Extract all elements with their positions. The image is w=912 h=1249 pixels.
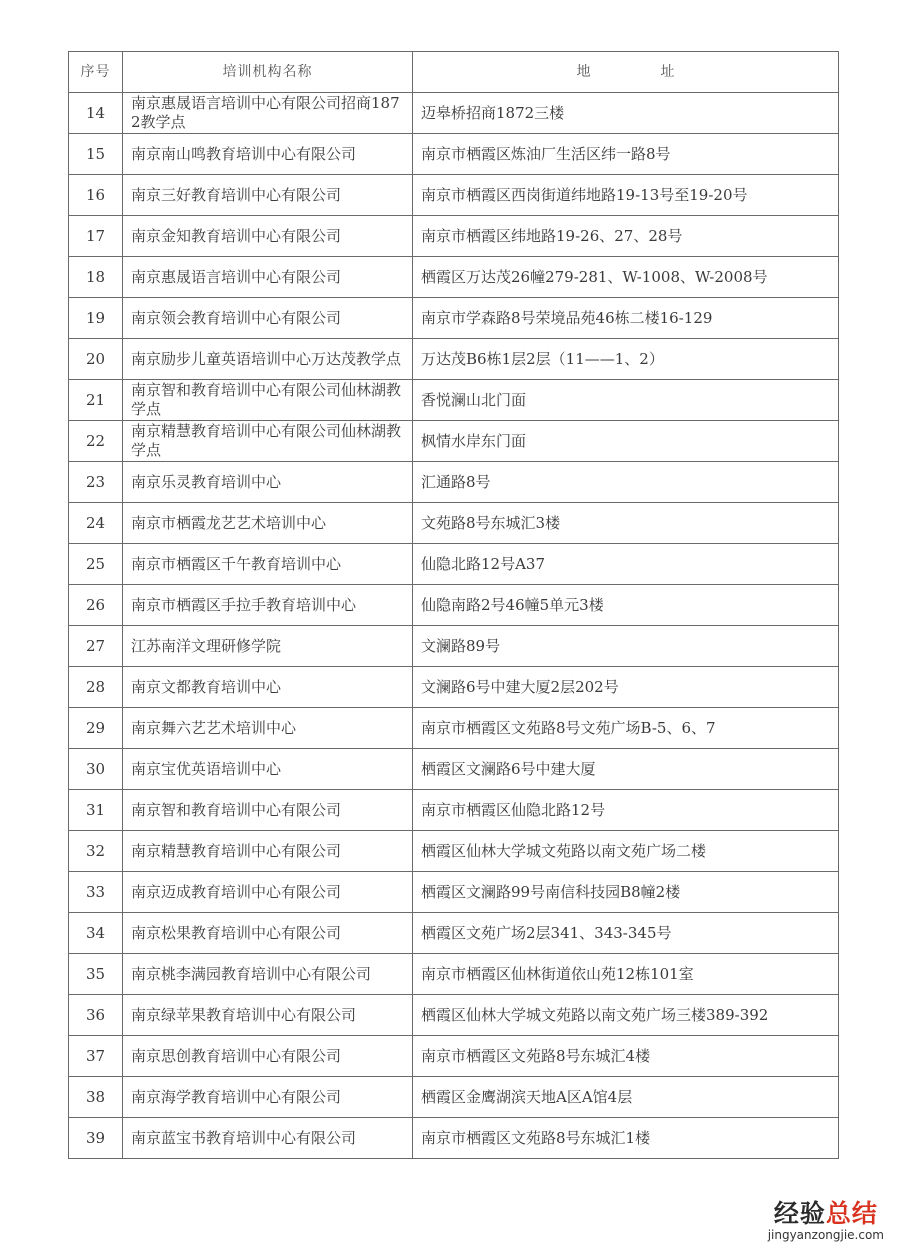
institution-name-cell: 南京智和教育培训中心有限公司仙林湖教学点 xyxy=(123,380,413,421)
serial-number-cell: 26 xyxy=(69,585,123,626)
serial-number-cell: 25 xyxy=(69,544,123,585)
table-row xyxy=(69,298,839,339)
address-cell: 南京市栖霞区纬地路19-26、27、28号 xyxy=(413,216,839,257)
header-row xyxy=(69,52,839,93)
institution-name-cell: 南京思创教育培训中心有限公司 xyxy=(123,1036,413,1077)
table-row xyxy=(69,667,839,708)
institution-name-cell: 南京市栖霞龙艺艺术培训中心 xyxy=(123,503,413,544)
address-cell: 南京市栖霞区西岗街道纬地路19-13号至19-20号 xyxy=(413,175,839,216)
address-cell: 栖霞区金鹰湖滨天地A区A馆4层 xyxy=(413,1077,839,1118)
table-row xyxy=(69,831,839,872)
serial-number-cell: 21 xyxy=(69,380,123,421)
watermark-url: jingyanzongjie.com xyxy=(767,1228,884,1242)
table-row xyxy=(69,626,839,667)
serial-number-cell: 36 xyxy=(69,995,123,1036)
institution-name-cell: 南京文都教育培训中心 xyxy=(123,667,413,708)
table-body xyxy=(69,93,839,1159)
address-cell: 栖霞区文澜路99号南信科技园B8幢2楼 xyxy=(413,872,839,913)
address-cell: 南京市学森路8号荣境品苑46栋二楼16-129 xyxy=(413,298,839,339)
watermark-title-plain: 经验 xyxy=(773,1199,826,1228)
address-cell: 南京市栖霞区文苑路8号文苑广场B-5、6、7 xyxy=(413,708,839,749)
header-institution-name: 培训机构名称 xyxy=(123,52,413,93)
header-serial-number: 序号 xyxy=(69,52,123,93)
serial-number-cell: 24 xyxy=(69,503,123,544)
table-row xyxy=(69,790,839,831)
institution-name-cell: 南京迈成教育培训中心有限公司 xyxy=(123,872,413,913)
serial-number-cell: 22 xyxy=(69,421,123,462)
institution-name-cell: 南京桃李满园教育培训中心有限公司 xyxy=(123,954,413,995)
table-row xyxy=(69,954,839,995)
table-row xyxy=(69,872,839,913)
table-row xyxy=(69,421,839,462)
institution-name-cell: 南京三好教育培训中心有限公司 xyxy=(123,175,413,216)
table-row xyxy=(69,175,839,216)
table-row xyxy=(69,1077,839,1118)
serial-number-cell: 19 xyxy=(69,298,123,339)
institution-name-cell: 南京领会教育培训中心有限公司 xyxy=(123,298,413,339)
serial-number-cell: 37 xyxy=(69,1036,123,1077)
table-row xyxy=(69,1036,839,1077)
institution-name-cell: 南京南山鸣教育培训中心有限公司 xyxy=(123,134,413,175)
institution-name-cell: 江苏南洋文理研修学院 xyxy=(123,626,413,667)
institution-name-cell: 南京精慧教育培训中心有限公司 xyxy=(123,831,413,872)
address-cell: 南京市栖霞区文苑路8号东城汇1楼 xyxy=(413,1118,839,1159)
serial-number-cell: 15 xyxy=(69,134,123,175)
address-cell: 栖霞区仙林大学城文苑路以南文苑广场二楼 xyxy=(413,831,839,872)
institution-name-cell: 南京市栖霞区手拉手教育培训中心 xyxy=(123,585,413,626)
address-cell: 南京市栖霞区文苑路8号东城汇4楼 xyxy=(413,1036,839,1077)
table-row xyxy=(69,1118,839,1159)
address-cell: 汇通路8号 xyxy=(413,462,839,503)
institution-name-cell: 南京惠晟语言培训中心有限公司招商1872教学点 xyxy=(123,93,413,134)
serial-number-cell: 17 xyxy=(69,216,123,257)
table-row xyxy=(69,749,839,790)
institution-name-cell: 南京金知教育培训中心有限公司 xyxy=(123,216,413,257)
address-cell: 南京市栖霞区炼油厂生活区纬一路8号 xyxy=(413,134,839,175)
institution-name-cell: 南京海学教育培训中心有限公司 xyxy=(123,1077,413,1118)
table-row xyxy=(69,134,839,175)
address-cell: 栖霞区仙林大学城文苑路以南文苑广场三楼389-392 xyxy=(413,995,839,1036)
institution-name-cell: 南京精慧教育培训中心有限公司仙林湖教学点 xyxy=(123,421,413,462)
institution-name-cell: 南京绿苹果教育培训中心有限公司 xyxy=(123,995,413,1036)
table-row xyxy=(69,93,839,134)
serial-number-cell: 30 xyxy=(69,749,123,790)
address-cell: 文澜路6号中建大厦2层202号 xyxy=(413,667,839,708)
institution-name-cell: 南京市栖霞区千午教育培训中心 xyxy=(123,544,413,585)
address-cell: 迈皋桥招商1872三楼 xyxy=(413,93,839,134)
serial-number-cell: 33 xyxy=(69,872,123,913)
address-cell: 栖霞区万达茂26幢279-281、W-1008、W-2008号 xyxy=(413,257,839,298)
serial-number-cell: 29 xyxy=(69,708,123,749)
serial-number-cell: 39 xyxy=(69,1118,123,1159)
institution-name-cell: 南京惠晟语言培训中心有限公司 xyxy=(123,257,413,298)
address-cell: 南京市栖霞区仙隐北路12号 xyxy=(413,790,839,831)
serial-number-cell: 28 xyxy=(69,667,123,708)
address-cell: 万达茂B6栋1层2层（11——1、2） xyxy=(413,339,839,380)
watermark-logo-text xyxy=(768,1201,884,1226)
table-row xyxy=(69,257,839,298)
institution-name-cell: 南京励步儿童英语培训中心万达茂教学点 xyxy=(123,339,413,380)
serial-number-cell: 35 xyxy=(69,954,123,995)
institution-name-cell: 南京智和教育培训中心有限公司 xyxy=(123,790,413,831)
serial-number-cell: 20 xyxy=(69,339,123,380)
table-row xyxy=(69,339,839,380)
address-cell: 仙隐南路2号46幢5单元3楼 xyxy=(413,585,839,626)
institution-name-cell: 南京宝优英语培训中心 xyxy=(123,749,413,790)
serial-number-cell: 38 xyxy=(69,1077,123,1118)
table-row xyxy=(69,544,839,585)
table-row xyxy=(69,462,839,503)
table-row xyxy=(69,913,839,954)
institution-name-cell: 南京乐灵教育培训中心 xyxy=(123,462,413,503)
header-address: 地 址 xyxy=(413,52,839,93)
address-cell: 文澜路89号 xyxy=(413,626,839,667)
serial-number-cell: 16 xyxy=(69,175,123,216)
table-row xyxy=(69,380,839,421)
table-row xyxy=(69,708,839,749)
serial-number-cell: 34 xyxy=(69,913,123,954)
watermark-title-accent: 总结 xyxy=(825,1199,878,1228)
table-row xyxy=(69,995,839,1036)
table-row xyxy=(69,503,839,544)
institution-table xyxy=(68,51,839,1159)
table-row xyxy=(69,216,839,257)
institution-name-cell: 南京舞六艺艺术培训中心 xyxy=(123,708,413,749)
address-cell: 栖霞区文澜路6号中建大厦 xyxy=(413,749,839,790)
table-header xyxy=(69,52,839,93)
serial-number-cell: 23 xyxy=(69,462,123,503)
serial-number-cell: 18 xyxy=(69,257,123,298)
address-cell: 南京市栖霞区仙林街道依山苑12栋101室 xyxy=(413,954,839,995)
site-watermark xyxy=(768,1201,884,1241)
institution-name-cell: 南京松果教育培训中心有限公司 xyxy=(123,913,413,954)
table-row xyxy=(69,585,839,626)
address-cell: 香悦澜山北门面 xyxy=(413,380,839,421)
address-cell: 文苑路8号东城汇3楼 xyxy=(413,503,839,544)
address-cell: 栖霞区文苑广场2层341、343-345号 xyxy=(413,913,839,954)
address-cell: 枫情水岸东门面 xyxy=(413,421,839,462)
address-cell: 仙隐北路12号A37 xyxy=(413,544,839,585)
institution-name-cell: 南京蓝宝书教育培训中心有限公司 xyxy=(123,1118,413,1159)
serial-number-cell: 14 xyxy=(69,93,123,134)
serial-number-cell: 32 xyxy=(69,831,123,872)
serial-number-cell: 31 xyxy=(69,790,123,831)
serial-number-cell: 27 xyxy=(69,626,123,667)
